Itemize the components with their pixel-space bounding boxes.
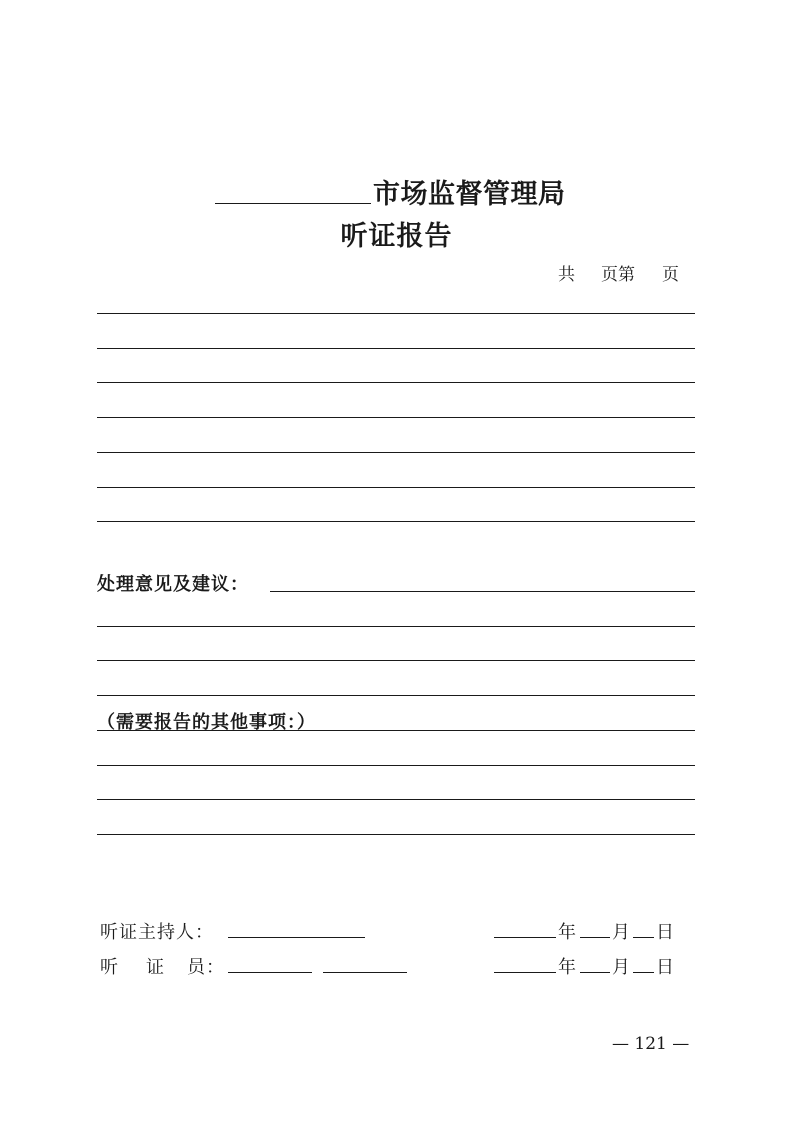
- report-line[interactable]: [97, 452, 695, 453]
- report-line[interactable]: [97, 487, 695, 488]
- opinion-label: 处理意见及建议：: [97, 574, 249, 595]
- report-line[interactable]: [97, 382, 695, 383]
- page-total-label: 共: [558, 265, 575, 285]
- host-day-field[interactable]: [633, 937, 654, 938]
- page-end-label: 页: [662, 265, 679, 285]
- opinion-line[interactable]: [97, 695, 695, 696]
- officer-year-field[interactable]: [494, 972, 556, 973]
- host-year-field[interactable]: [494, 937, 556, 938]
- hearing-officer-label-char2: 证: [146, 957, 165, 978]
- other-matters-line[interactable]: [97, 799, 695, 800]
- other-matters-line[interactable]: [97, 765, 695, 766]
- report-line[interactable]: [97, 348, 695, 349]
- opinion-line[interactable]: [97, 660, 695, 661]
- page-mid-label: 页第: [601, 265, 635, 285]
- opinion-line[interactable]: [270, 591, 695, 592]
- host-year-label: 年: [558, 922, 577, 943]
- other-matters-line[interactable]: [97, 730, 695, 731]
- other-matters-label: （需要报告的其他事项：）: [97, 712, 316, 733]
- host-day-label: 日: [656, 922, 675, 943]
- host-month-field[interactable]: [580, 937, 610, 938]
- hearing-officer-signature-field-2[interactable]: [323, 972, 407, 973]
- hearing-host-signature-field[interactable]: [228, 937, 365, 938]
- hearing-officer-label-char1: 听: [100, 957, 119, 978]
- hearing-host-label: 听证主持人：: [100, 922, 214, 943]
- organization-name-blank[interactable]: [215, 203, 371, 204]
- opinion-line[interactable]: [97, 626, 695, 627]
- report-line[interactable]: [97, 313, 695, 314]
- officer-day-field[interactable]: [633, 972, 654, 973]
- report-line[interactable]: [97, 417, 695, 418]
- organization-suffix: 市场监督管理局: [373, 179, 566, 210]
- other-matters-line[interactable]: [97, 834, 695, 835]
- page-number: — 121 —: [612, 1034, 690, 1054]
- host-month-label: 月: [612, 922, 631, 943]
- report-line[interactable]: [97, 521, 695, 522]
- officer-year-label: 年: [558, 957, 577, 978]
- hearing-officer-signature-field-1[interactable]: [228, 972, 312, 973]
- officer-month-label: 月: [612, 957, 631, 978]
- hearing-officer-label-char3: 员：: [187, 957, 225, 978]
- officer-month-field[interactable]: [580, 972, 610, 973]
- document-title: 听证报告: [340, 221, 453, 252]
- officer-day-label: 日: [656, 957, 675, 978]
